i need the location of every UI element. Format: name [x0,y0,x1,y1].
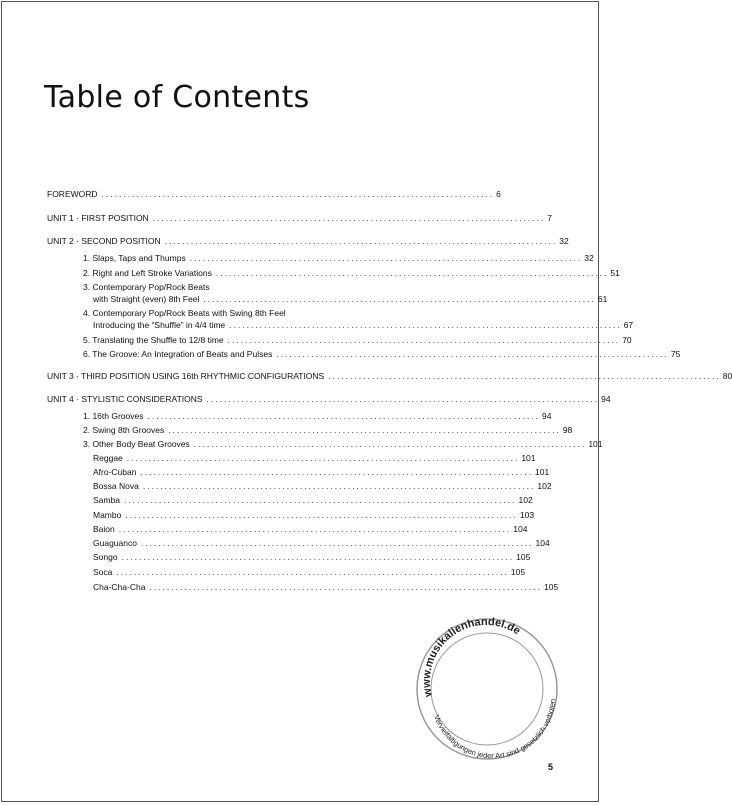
toc-entry-page: 67 [623,320,634,330]
toc-entry-page: 104 [513,524,528,534]
dot-leader: .......................................................................................... [125,510,518,520]
toc-entry-label: 2. Swing 8th Grooves [83,425,165,435]
toc-entry-bossanova[interactable] [93,480,552,492]
toc-entry-label: 3. Contemporary Pop/Rock Beats [83,282,210,292]
dot-leader: .......................................................................................... [126,453,520,463]
toc-entry-page: 98 [562,425,573,435]
toc-entry-u4-2[interactable] [83,424,573,436]
toc-entry-u2-5[interactable] [83,334,632,346]
dot-leader: .......................................................................................... [276,349,669,359]
toc-entry-page: 105 [510,567,526,577]
toc-entry-page: 105 [516,552,531,562]
toc-entry-label: Guaguanco [93,538,137,548]
toc-entry-chachacha[interactable] [93,581,559,593]
toc-entry-u2-4[interactable] [93,319,634,331]
toc-entry-label: FOREWORD [47,189,98,199]
dot-leader: .......................................................................................... [227,335,621,345]
toc-entry-unit3[interactable] [47,370,732,382]
toc-entry-page: 105 [544,582,559,592]
toc-entry-page: 94 [601,394,611,404]
toc-entry-songo[interactable] [93,551,531,563]
toc-entry-page: 101 [588,439,603,449]
toc-entry-label: UNIT 4 · STYLISTIC CONSIDERATIONS [47,394,203,404]
dot-leader: .......................................................................................... [203,294,596,304]
toc-entry-u4-1[interactable] [83,410,552,422]
toc-entry-label: 6. The Groove: An Integration of Beats and Pulses [83,349,273,359]
toc-entry-label: Afro-Cuban [93,467,137,477]
dot-leader: .......................................................................................... [152,213,546,223]
toc-entry-samba[interactable] [93,494,533,506]
toc-entry-label: 4. Contemporary Pop/Rock Beats with Swing 8th Feel [83,308,286,318]
toc-entry-afrocuban[interactable] [93,466,550,478]
toc-entry-u2-3-line1[interactable] [83,281,374,293]
toc-entry-u2-6[interactable] [83,348,681,360]
toc-entry-page: 7 [547,213,552,223]
dot-leader: .......................................................................................... [118,524,512,534]
toc-entry-u2-3[interactable] [93,293,608,305]
dot-leader: .......................................................................................... [140,467,534,477]
toc-entry-u2-4-line1[interactable] [83,307,374,319]
toc-entry-soca[interactable] [93,566,526,578]
page-title: Table of Contents [44,80,310,115]
watermark-stamp [412,614,562,764]
toc-entry-page: 80 [722,371,732,381]
toc-entry-page: 102 [518,495,533,505]
dot-leader: .......................................................................................... [193,439,587,449]
toc-entry-u4-3[interactable] [83,438,603,450]
toc-entry-page: 51 [610,268,620,278]
toc-entry-label: Soca [93,567,113,577]
toc-entry-unit4[interactable] [47,393,611,405]
dot-leader: .......................................................................................... [164,236,558,246]
toc-entry-label: 2. Right and Left Stroke Variations [83,268,212,278]
toc-entry-page: 32 [559,236,569,246]
toc-entry-label: 5. Translating the Shuffle to 12/8 time [83,335,224,345]
toc-entry-page: 101 [521,453,536,463]
dot-leader: .......................................................................................... [101,189,495,199]
toc-entry-page: 94 [542,411,552,421]
dot-leader: .......................................................................................... [147,411,541,421]
toc-entry-label: UNIT 2 · SECOND POSITION [47,236,161,246]
dot-leader: .......................................................................................... [140,538,534,548]
toc-entry-label: 1. Slaps, Taps and Thumps [83,253,186,263]
dot-leader: .......................................................................................... [206,394,600,404]
dot-leader: .......................................................................................... [123,495,517,505]
toc-entry-u2-2[interactable] [83,267,620,279]
toc-entry-label: Baion [93,524,115,534]
toc-entry-label: Samba [93,495,120,505]
dot-leader: .......................................................................................... [116,567,509,577]
stamp-bottom-text: Vervielfältigungen jeder Art sind gesetzlich verboten [432,698,558,761]
toc-entry-unit2[interactable] [47,235,569,247]
toc-entry-mambo[interactable] [93,509,535,521]
toc-entry-label: UNIT 1 · FIRST POSITION [47,213,149,223]
toc-entry-reggae[interactable] [93,452,536,464]
toc-entry-page: 6 [496,189,501,199]
toc-entry-label: Reggae [93,453,123,463]
dot-leader: .......................................................................................... [215,268,609,278]
toc-entry-page: 104 [535,538,550,548]
toc-entry-label: Songo [93,552,118,562]
toc-entry-label: 1. 16th Grooves [83,411,144,421]
toc-entry-label: Mambo [93,510,122,520]
toc-entry-label: UNIT 3 · THIRD POSITION USING 16th RHYTHMIC CONFIGURATIONS [47,371,325,381]
toc-entry-page: 103 [519,510,535,520]
toc-entry-unit1[interactable] [47,212,552,224]
stamp-top-text: www.musikalienhandel.de [420,615,523,698]
toc-entry-page: 61 [597,294,608,304]
dot-leader: .......................................................................................... [168,425,561,435]
toc-entry-guaguanco[interactable] [93,537,550,549]
toc-entry-page: 70 [622,335,632,345]
toc-entry-label: Bossa Nova [93,481,139,491]
page-number: 5 [548,762,554,772]
dot-leader: .......................................................................................... [229,320,622,330]
toc-entry-u2-1[interactable] [83,252,594,264]
dot-leader: .......................................................................................... [189,253,583,263]
toc-entry-foreword[interactable] [47,188,501,200]
dot-leader: .......................................................................................... [142,481,536,491]
toc-entry-label: Introducing the “Shuffle” in 4/4 time [93,320,226,330]
toc-entry-page: 102 [537,481,552,491]
toc-entry-baion[interactable] [93,523,528,535]
toc-entry-label: 3. Other Body Beat Grooves [83,439,190,449]
toc-entry-label: with Straight (even) 8th Feel [93,294,200,304]
dot-leader: .......................................................................................... [149,582,542,592]
dot-leader: .......................................................................................... [121,552,515,562]
dot-leader: .......................................................................................... [328,371,721,381]
toc-entry-page: 75 [670,349,681,359]
toc-entry-page: 101 [535,467,550,477]
toc-entry-page: 32 [584,253,594,263]
toc-entry-label: Cha-Cha-Cha [93,582,146,592]
